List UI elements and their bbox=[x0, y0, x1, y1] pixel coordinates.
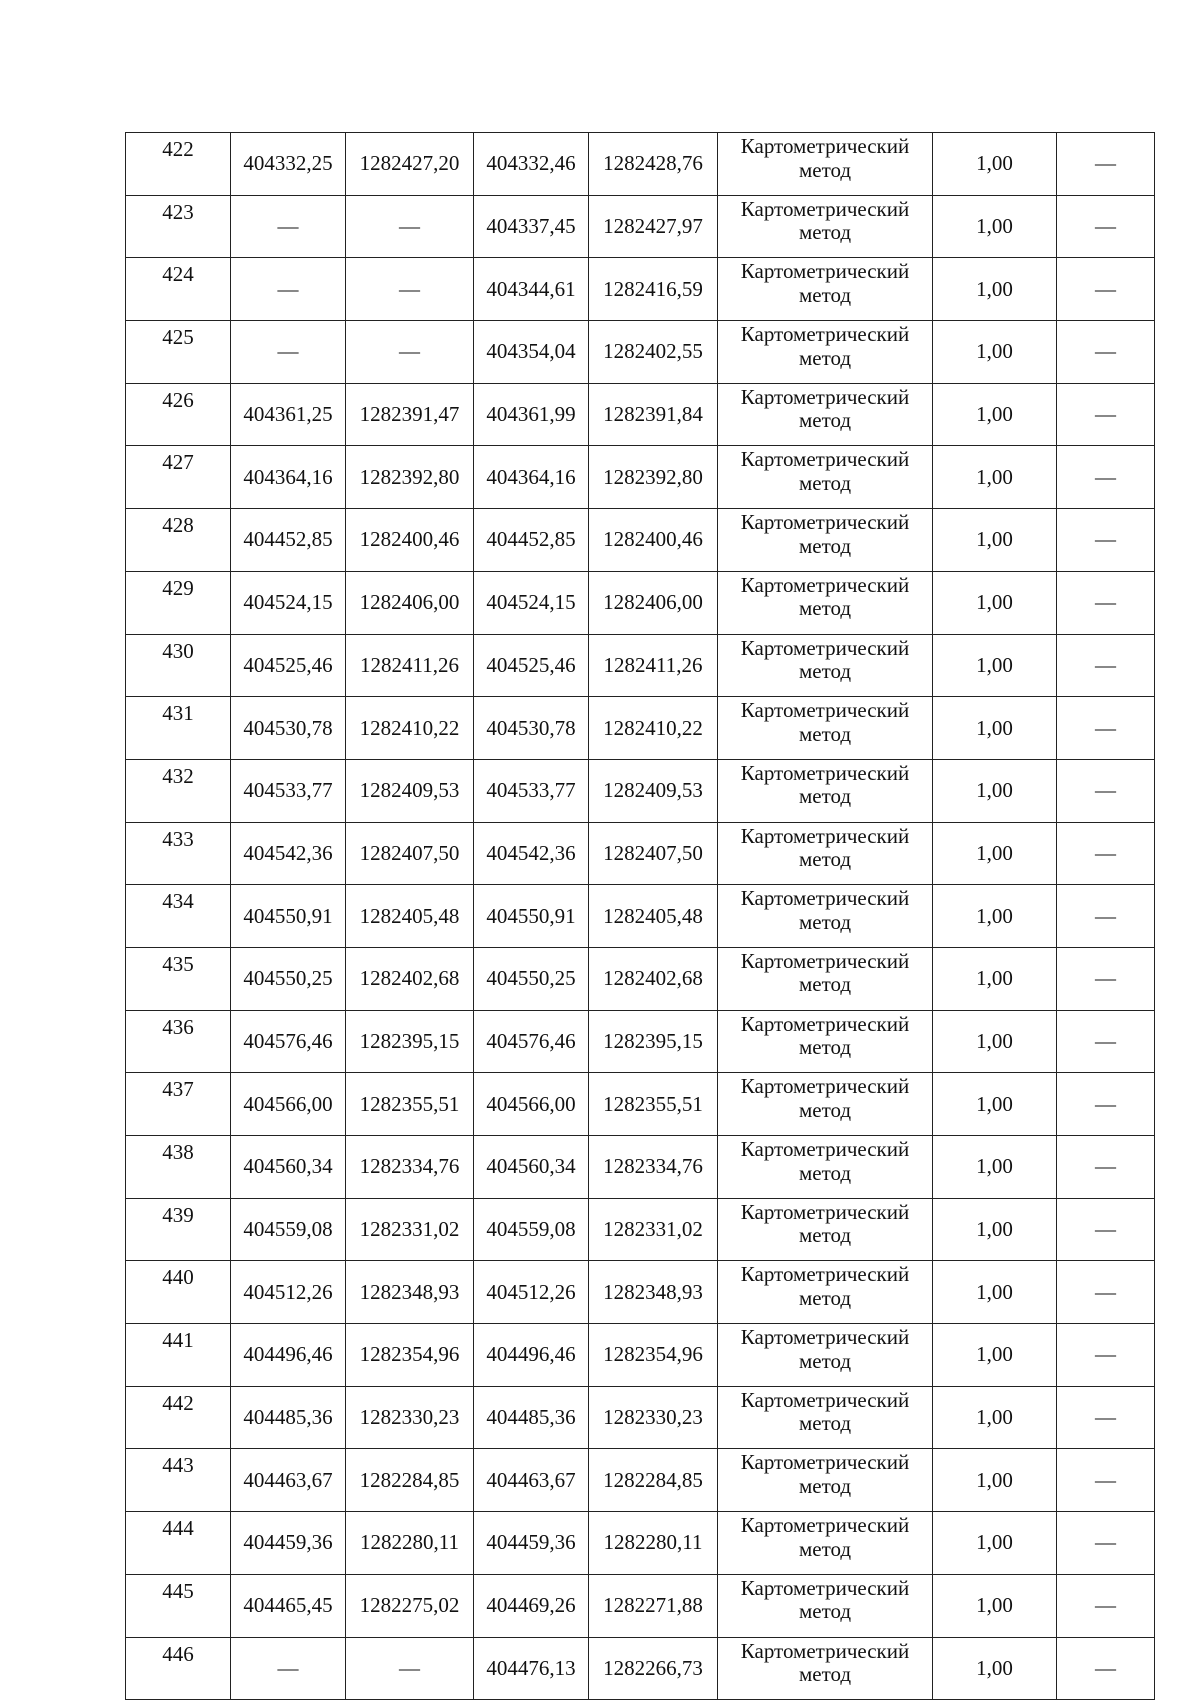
note-cell: — bbox=[1057, 509, 1155, 572]
point-number-cell: 445 bbox=[126, 1574, 231, 1637]
new-x-cell: 404550,25 bbox=[474, 947, 589, 1010]
table-row bbox=[126, 1073, 1155, 1136]
table-row bbox=[126, 1198, 1155, 1261]
method-cell: Картометрический метод bbox=[718, 822, 933, 885]
new-x-cell: 404560,34 bbox=[474, 1136, 589, 1199]
note-cell: — bbox=[1057, 822, 1155, 885]
new-y-cell: 1282407,50 bbox=[589, 822, 718, 885]
precision-cell: 1,00 bbox=[933, 1261, 1057, 1324]
point-number-cell: 433 bbox=[126, 822, 231, 885]
new-y-cell: 1282354,96 bbox=[589, 1324, 718, 1387]
precision-cell: 1,00 bbox=[933, 1136, 1057, 1199]
note-cell: — bbox=[1057, 383, 1155, 446]
new-x-cell: 404452,85 bbox=[474, 509, 589, 572]
existing-y-cell: 1282334,76 bbox=[346, 1136, 474, 1199]
existing-x-cell: 404533,77 bbox=[231, 759, 346, 822]
precision-cell: 1,00 bbox=[933, 1198, 1057, 1261]
new-x-cell: 404469,26 bbox=[474, 1574, 589, 1637]
new-x-cell: 404476,13 bbox=[474, 1637, 589, 1700]
new-x-cell: 404550,91 bbox=[474, 885, 589, 948]
table-row bbox=[126, 1637, 1155, 1700]
precision-cell: 1,00 bbox=[933, 1010, 1057, 1073]
precision-cell: 1,00 bbox=[933, 1512, 1057, 1575]
method-cell: Картометрический метод bbox=[718, 1010, 933, 1073]
table-row bbox=[126, 1512, 1155, 1575]
table-row bbox=[126, 571, 1155, 634]
new-y-cell: 1282331,02 bbox=[589, 1198, 718, 1261]
precision-cell: 1,00 bbox=[933, 947, 1057, 1010]
existing-y-cell: 1282427,20 bbox=[346, 133, 474, 196]
existing-x-cell: — bbox=[231, 258, 346, 321]
note-cell: — bbox=[1057, 1574, 1155, 1637]
new-x-cell: 404512,26 bbox=[474, 1261, 589, 1324]
table-row bbox=[126, 822, 1155, 885]
new-x-cell: 404566,00 bbox=[474, 1073, 589, 1136]
point-number-cell: 428 bbox=[126, 509, 231, 572]
table-row bbox=[126, 759, 1155, 822]
existing-x-cell: 404452,85 bbox=[231, 509, 346, 572]
existing-x-cell: 404524,15 bbox=[231, 571, 346, 634]
table-row bbox=[126, 885, 1155, 948]
new-y-cell: 1282284,85 bbox=[589, 1449, 718, 1512]
note-cell: — bbox=[1057, 258, 1155, 321]
method-cell: Картометрический метод bbox=[718, 509, 933, 572]
new-y-cell: 1282428,76 bbox=[589, 133, 718, 196]
table-row bbox=[126, 634, 1155, 697]
existing-x-cell: 404463,67 bbox=[231, 1449, 346, 1512]
table-row bbox=[126, 383, 1155, 446]
method-cell: Картометрический метод bbox=[718, 1637, 933, 1700]
new-y-cell: 1282427,97 bbox=[589, 195, 718, 258]
new-x-cell: 404459,36 bbox=[474, 1512, 589, 1575]
point-number-cell: 442 bbox=[126, 1386, 231, 1449]
note-cell: — bbox=[1057, 1512, 1155, 1575]
table-row bbox=[126, 947, 1155, 1010]
existing-y-cell: — bbox=[346, 321, 474, 384]
table-row bbox=[126, 1010, 1155, 1073]
existing-x-cell: 404332,25 bbox=[231, 133, 346, 196]
existing-x-cell: 404525,46 bbox=[231, 634, 346, 697]
method-cell: Картометрический метод bbox=[718, 1198, 933, 1261]
point-number-cell: 439 bbox=[126, 1198, 231, 1261]
point-number-cell: 438 bbox=[126, 1136, 231, 1199]
existing-y-cell: 1282392,80 bbox=[346, 446, 474, 509]
precision-cell: 1,00 bbox=[933, 321, 1057, 384]
existing-x-cell: — bbox=[231, 1637, 346, 1700]
note-cell: — bbox=[1057, 446, 1155, 509]
new-y-cell: 1282271,88 bbox=[589, 1574, 718, 1637]
new-x-cell: 404485,36 bbox=[474, 1386, 589, 1449]
table-row bbox=[126, 1324, 1155, 1387]
precision-cell: 1,00 bbox=[933, 1386, 1057, 1449]
coordinates-table bbox=[125, 132, 1155, 1700]
precision-cell: 1,00 bbox=[933, 1073, 1057, 1136]
note-cell: — bbox=[1057, 1261, 1155, 1324]
new-y-cell: 1282355,51 bbox=[589, 1073, 718, 1136]
existing-x-cell: 404512,26 bbox=[231, 1261, 346, 1324]
new-y-cell: 1282391,84 bbox=[589, 383, 718, 446]
method-cell: Картометрический метод bbox=[718, 1449, 933, 1512]
new-y-cell: 1282395,15 bbox=[589, 1010, 718, 1073]
method-cell: Картометрический метод bbox=[718, 697, 933, 760]
new-x-cell: 404463,67 bbox=[474, 1449, 589, 1512]
method-cell: Картометрический метод bbox=[718, 446, 933, 509]
point-number-cell: 436 bbox=[126, 1010, 231, 1073]
note-cell: — bbox=[1057, 1198, 1155, 1261]
table-row bbox=[126, 195, 1155, 258]
new-y-cell: 1282266,73 bbox=[589, 1637, 718, 1700]
precision-cell: 1,00 bbox=[933, 1324, 1057, 1387]
existing-y-cell: 1282391,47 bbox=[346, 383, 474, 446]
existing-y-cell: 1282331,02 bbox=[346, 1198, 474, 1261]
precision-cell: 1,00 bbox=[933, 759, 1057, 822]
existing-y-cell: 1282348,93 bbox=[346, 1261, 474, 1324]
table-row bbox=[126, 1261, 1155, 1324]
existing-x-cell: 404530,78 bbox=[231, 697, 346, 760]
note-cell: — bbox=[1057, 1386, 1155, 1449]
table-row bbox=[126, 1386, 1155, 1449]
point-number-cell: 444 bbox=[126, 1512, 231, 1575]
existing-x-cell: 404542,36 bbox=[231, 822, 346, 885]
existing-x-cell: 404364,16 bbox=[231, 446, 346, 509]
existing-x-cell: 404459,36 bbox=[231, 1512, 346, 1575]
new-x-cell: 404524,15 bbox=[474, 571, 589, 634]
new-y-cell: 1282402,55 bbox=[589, 321, 718, 384]
note-cell: — bbox=[1057, 321, 1155, 384]
precision-cell: 1,00 bbox=[933, 571, 1057, 634]
point-number-cell: 431 bbox=[126, 697, 231, 760]
note-cell: — bbox=[1057, 1073, 1155, 1136]
method-cell: Картометрический метод bbox=[718, 947, 933, 1010]
point-number-cell: 430 bbox=[126, 634, 231, 697]
existing-y-cell: — bbox=[346, 258, 474, 321]
new-y-cell: 1282334,76 bbox=[589, 1136, 718, 1199]
precision-cell: 1,00 bbox=[933, 258, 1057, 321]
existing-y-cell: 1282395,15 bbox=[346, 1010, 474, 1073]
existing-y-cell: 1282410,22 bbox=[346, 697, 474, 760]
method-cell: Картометрический метод bbox=[718, 321, 933, 384]
table-row bbox=[126, 446, 1155, 509]
note-cell: — bbox=[1057, 1637, 1155, 1700]
method-cell: Картометрический метод bbox=[718, 195, 933, 258]
table-body bbox=[126, 133, 1155, 1700]
point-number-cell: 427 bbox=[126, 446, 231, 509]
existing-x-cell: 404550,91 bbox=[231, 885, 346, 948]
method-cell: Картометрический метод bbox=[718, 1512, 933, 1575]
table-row bbox=[126, 1449, 1155, 1512]
new-y-cell: 1282406,00 bbox=[589, 571, 718, 634]
point-number-cell: 429 bbox=[126, 571, 231, 634]
point-number-cell: 423 bbox=[126, 195, 231, 258]
method-cell: Картометрический метод bbox=[718, 571, 933, 634]
precision-cell: 1,00 bbox=[933, 697, 1057, 760]
precision-cell: 1,00 bbox=[933, 509, 1057, 572]
existing-y-cell: 1282405,48 bbox=[346, 885, 474, 948]
method-cell: Картометрический метод bbox=[718, 1136, 933, 1199]
precision-cell: 1,00 bbox=[933, 822, 1057, 885]
note-cell: — bbox=[1057, 947, 1155, 1010]
existing-x-cell: 404496,46 bbox=[231, 1324, 346, 1387]
note-cell: — bbox=[1057, 634, 1155, 697]
method-cell: Картометрический метод bbox=[718, 1261, 933, 1324]
point-number-cell: 437 bbox=[126, 1073, 231, 1136]
point-number-cell: 446 bbox=[126, 1637, 231, 1700]
method-cell: Картометрический метод bbox=[718, 383, 933, 446]
existing-x-cell: 404485,36 bbox=[231, 1386, 346, 1449]
existing-x-cell: 404560,34 bbox=[231, 1136, 346, 1199]
note-cell: — bbox=[1057, 697, 1155, 760]
existing-y-cell: 1282407,50 bbox=[346, 822, 474, 885]
existing-x-cell: 404566,00 bbox=[231, 1073, 346, 1136]
point-number-cell: 443 bbox=[126, 1449, 231, 1512]
precision-cell: 1,00 bbox=[933, 195, 1057, 258]
existing-x-cell: 404550,25 bbox=[231, 947, 346, 1010]
new-x-cell: 404530,78 bbox=[474, 697, 589, 760]
new-x-cell: 404533,77 bbox=[474, 759, 589, 822]
new-x-cell: 404332,46 bbox=[474, 133, 589, 196]
precision-cell: 1,00 bbox=[933, 634, 1057, 697]
note-cell: — bbox=[1057, 1136, 1155, 1199]
note-cell: — bbox=[1057, 571, 1155, 634]
method-cell: Картометрический метод bbox=[718, 759, 933, 822]
table-row bbox=[126, 697, 1155, 760]
method-cell: Картометрический метод bbox=[718, 885, 933, 948]
new-x-cell: 404344,61 bbox=[474, 258, 589, 321]
method-cell: Картометрический метод bbox=[718, 1386, 933, 1449]
existing-y-cell: 1282280,11 bbox=[346, 1512, 474, 1575]
existing-y-cell: — bbox=[346, 1637, 474, 1700]
existing-y-cell: 1282355,51 bbox=[346, 1073, 474, 1136]
existing-x-cell: — bbox=[231, 195, 346, 258]
new-y-cell: 1282416,59 bbox=[589, 258, 718, 321]
new-x-cell: 404364,16 bbox=[474, 446, 589, 509]
method-cell: Картометрический метод bbox=[718, 133, 933, 196]
point-number-cell: 440 bbox=[126, 1261, 231, 1324]
existing-y-cell: 1282406,00 bbox=[346, 571, 474, 634]
method-cell: Картометрический метод bbox=[718, 258, 933, 321]
table-row bbox=[126, 1574, 1155, 1637]
existing-y-cell: 1282275,02 bbox=[346, 1574, 474, 1637]
new-x-cell: 404576,46 bbox=[474, 1010, 589, 1073]
new-y-cell: 1282411,26 bbox=[589, 634, 718, 697]
new-y-cell: 1282348,93 bbox=[589, 1261, 718, 1324]
new-y-cell: 1282280,11 bbox=[589, 1512, 718, 1575]
table-row bbox=[126, 321, 1155, 384]
note-cell: — bbox=[1057, 195, 1155, 258]
existing-y-cell: — bbox=[346, 195, 474, 258]
existing-y-cell: 1282354,96 bbox=[346, 1324, 474, 1387]
precision-cell: 1,00 bbox=[933, 1449, 1057, 1512]
point-number-cell: 422 bbox=[126, 133, 231, 196]
note-cell: — bbox=[1057, 885, 1155, 948]
new-x-cell: 404542,36 bbox=[474, 822, 589, 885]
precision-cell: 1,00 bbox=[933, 383, 1057, 446]
existing-x-cell: 404465,45 bbox=[231, 1574, 346, 1637]
table-row bbox=[126, 258, 1155, 321]
point-number-cell: 432 bbox=[126, 759, 231, 822]
point-number-cell: 434 bbox=[126, 885, 231, 948]
table-row bbox=[126, 509, 1155, 572]
note-cell: — bbox=[1057, 1449, 1155, 1512]
note-cell: — bbox=[1057, 759, 1155, 822]
new-y-cell: 1282400,46 bbox=[589, 509, 718, 572]
existing-y-cell: 1282402,68 bbox=[346, 947, 474, 1010]
point-number-cell: 424 bbox=[126, 258, 231, 321]
precision-cell: 1,00 bbox=[933, 1574, 1057, 1637]
existing-y-cell: 1282284,85 bbox=[346, 1449, 474, 1512]
precision-cell: 1,00 bbox=[933, 133, 1057, 196]
point-number-cell: 425 bbox=[126, 321, 231, 384]
table-row bbox=[126, 133, 1155, 196]
existing-y-cell: 1282411,26 bbox=[346, 634, 474, 697]
existing-y-cell: 1282330,23 bbox=[346, 1386, 474, 1449]
new-y-cell: 1282392,80 bbox=[589, 446, 718, 509]
new-y-cell: 1282405,48 bbox=[589, 885, 718, 948]
method-cell: Картометрический метод bbox=[718, 634, 933, 697]
new-x-cell: 404559,08 bbox=[474, 1198, 589, 1261]
existing-y-cell: 1282400,46 bbox=[346, 509, 474, 572]
existing-x-cell: 404576,46 bbox=[231, 1010, 346, 1073]
point-number-cell: 441 bbox=[126, 1324, 231, 1387]
existing-y-cell: 1282409,53 bbox=[346, 759, 474, 822]
precision-cell: 1,00 bbox=[933, 885, 1057, 948]
point-number-cell: 435 bbox=[126, 947, 231, 1010]
method-cell: Картометрический метод bbox=[718, 1574, 933, 1637]
existing-x-cell: 404361,25 bbox=[231, 383, 346, 446]
precision-cell: 1,00 bbox=[933, 446, 1057, 509]
method-cell: Картометрический метод bbox=[718, 1073, 933, 1136]
new-x-cell: 404337,45 bbox=[474, 195, 589, 258]
precision-cell: 1,00 bbox=[933, 1637, 1057, 1700]
new-x-cell: 404361,99 bbox=[474, 383, 589, 446]
note-cell: — bbox=[1057, 133, 1155, 196]
new-x-cell: 404496,46 bbox=[474, 1324, 589, 1387]
existing-x-cell: 404559,08 bbox=[231, 1198, 346, 1261]
table-row bbox=[126, 1136, 1155, 1199]
new-y-cell: 1282410,22 bbox=[589, 697, 718, 760]
new-x-cell: 404525,46 bbox=[474, 634, 589, 697]
new-x-cell: 404354,04 bbox=[474, 321, 589, 384]
new-y-cell: 1282409,53 bbox=[589, 759, 718, 822]
new-y-cell: 1282330,23 bbox=[589, 1386, 718, 1449]
method-cell: Картометрический метод bbox=[718, 1324, 933, 1387]
existing-x-cell: — bbox=[231, 321, 346, 384]
point-number-cell: 426 bbox=[126, 383, 231, 446]
new-y-cell: 1282402,68 bbox=[589, 947, 718, 1010]
note-cell: — bbox=[1057, 1010, 1155, 1073]
note-cell: — bbox=[1057, 1324, 1155, 1387]
